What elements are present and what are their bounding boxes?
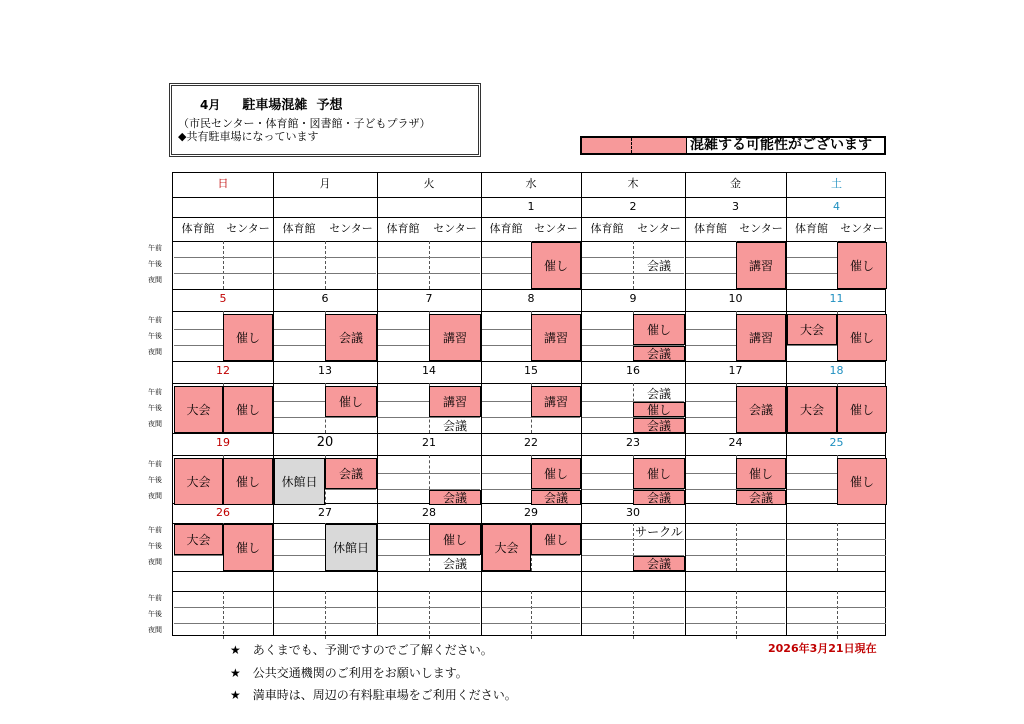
- slot-label: 夜間: [148, 626, 162, 634]
- slot-divider: [582, 623, 684, 624]
- event-block: 講習: [531, 314, 581, 361]
- legend-swatch: [582, 138, 687, 153]
- slot-divider: [686, 623, 785, 624]
- venue-gym-label: 体育館: [282, 222, 316, 235]
- day-number: 12: [216, 364, 230, 377]
- event-block: 大会: [174, 386, 223, 433]
- slot-divider: [378, 473, 480, 474]
- venue-center-label: センター: [329, 222, 373, 235]
- column-divider: [581, 173, 582, 635]
- slot-divider: [686, 607, 785, 608]
- day-number: 24: [728, 436, 743, 449]
- event-block: 催し: [837, 242, 887, 289]
- venue-gym-label: 体育館: [590, 222, 624, 235]
- venue-center-label: センター: [739, 222, 783, 235]
- event-block: 催し: [633, 314, 685, 345]
- closed-day-block: 休館日: [325, 524, 377, 571]
- day-number: 14: [422, 364, 436, 377]
- event-block: 講習: [429, 314, 481, 361]
- venue-center-label: センター: [433, 222, 477, 235]
- slot-divider: [274, 623, 376, 624]
- title-main: 駐車場混雑: [242, 98, 308, 113]
- day-number: 22: [524, 436, 538, 449]
- venue-separator: [325, 241, 326, 289]
- slot-divider: [787, 539, 886, 540]
- slot-label: 午後: [148, 260, 162, 268]
- day-number: [685, 503, 786, 523]
- event-block: 講習: [531, 386, 581, 417]
- event-block: 大会: [174, 458, 223, 505]
- slot-label: 午後: [148, 332, 162, 340]
- day-number: 26: [216, 506, 230, 519]
- day-number: 20: [316, 435, 334, 450]
- slot-label: 夜間: [148, 558, 162, 566]
- slot-divider: [686, 539, 785, 540]
- venue-gym-label: 体育館: [694, 222, 727, 235]
- day-number: 25: [829, 436, 844, 449]
- event-block: 会議: [646, 259, 671, 273]
- day-number: [786, 503, 887, 523]
- day-number: [786, 571, 887, 591]
- day-number: 23: [626, 436, 640, 449]
- event-block: 会議: [633, 490, 685, 505]
- event-block: サークル: [635, 525, 683, 539]
- slot-divider: [274, 607, 376, 608]
- event-block: 大会: [787, 314, 837, 345]
- as-of-date: 2026年3月21日現在: [768, 642, 877, 655]
- weekday-header: 月: [319, 177, 331, 190]
- venue-separator: [633, 591, 634, 639]
- weekday-header: 木: [627, 177, 639, 190]
- slot-divider: [378, 273, 480, 274]
- venue-gym-label: 体育館: [386, 222, 420, 235]
- day-number: 5: [219, 292, 227, 305]
- day-number: 7: [425, 292, 433, 305]
- day-number: 21: [422, 436, 436, 449]
- event-block: 大会: [482, 524, 531, 571]
- day-number: 11: [829, 292, 844, 305]
- slot-label: 午後: [148, 610, 162, 618]
- slot-divider: [787, 623, 886, 624]
- column-divider: [273, 173, 274, 635]
- venue-separator: [736, 591, 737, 639]
- event-block: 会議: [442, 557, 467, 571]
- day-number: 15: [524, 364, 538, 377]
- day-number: 4: [833, 200, 840, 213]
- legend: [580, 136, 886, 155]
- weekday-header: 火: [423, 177, 435, 190]
- slot-divider: [274, 257, 376, 258]
- day-number: 29: [524, 506, 538, 519]
- day-number: [685, 571, 786, 591]
- slot-label: 午後: [148, 404, 162, 412]
- venue-separator: [736, 523, 737, 571]
- event-block: 催し: [837, 458, 887, 505]
- event-block: 催し: [633, 402, 685, 417]
- event-block: 会議: [646, 387, 671, 401]
- slot-label: 午前: [148, 526, 162, 534]
- event-block: 催し: [837, 314, 887, 361]
- calendar-grid: [172, 172, 886, 636]
- slot-divider: [482, 417, 580, 418]
- slot-divider: [482, 623, 580, 624]
- event-block: 会議: [633, 556, 685, 571]
- event-block: 催し: [531, 242, 581, 289]
- venue-separator: [223, 591, 224, 639]
- column-divider: [377, 173, 378, 635]
- title-month: 4月: [200, 98, 221, 112]
- event-block: 催し: [633, 458, 685, 489]
- slot-divider: [787, 555, 886, 556]
- weekday-header: 水: [525, 177, 537, 190]
- slot-divider: [582, 607, 684, 608]
- event-block: 会議: [442, 419, 467, 433]
- day-number: 16: [626, 364, 640, 377]
- subtitle-facilities: （市民センター・体育館・図書館・子どもプラザ）: [178, 117, 431, 130]
- event-block: 講習: [736, 314, 786, 361]
- day-number: 18: [829, 364, 844, 377]
- slot-divider: [174, 607, 272, 608]
- day-number: 13: [318, 364, 332, 377]
- venue-separator: [429, 591, 430, 639]
- page-title: [200, 94, 472, 113]
- slot-divider: [174, 623, 272, 624]
- note-3: ★ 満車時は、周辺の有料駐車場をご利用ください。: [230, 688, 517, 702]
- slot-label: 夜間: [148, 348, 162, 356]
- day-number: 10: [728, 292, 743, 305]
- event-block: 催し: [531, 524, 581, 555]
- event-block: 催し: [223, 386, 273, 433]
- day-number: 8: [527, 292, 535, 305]
- event-block: 催し: [837, 386, 887, 433]
- venue-separator: [325, 591, 326, 639]
- day-number: [377, 571, 481, 591]
- day-number: [273, 571, 377, 591]
- day-number: 17: [728, 364, 743, 377]
- daynum-divider: [173, 383, 885, 384]
- slot-label: 午前: [148, 460, 162, 468]
- day-number: 27: [318, 506, 332, 519]
- day-number: [377, 197, 481, 217]
- legend-text: 混雑する可能性がございます: [690, 137, 872, 153]
- title-box: [169, 83, 481, 157]
- slot-divider: [378, 257, 480, 258]
- event-block: 会議: [429, 490, 481, 505]
- event-block: 会議: [736, 490, 786, 505]
- venue-separator: [531, 591, 532, 639]
- closed-day-block: 休館日: [274, 458, 325, 505]
- event-block: 会議: [736, 386, 786, 433]
- day-number: 28: [422, 506, 436, 519]
- venue-gym-label: 体育館: [181, 222, 215, 235]
- slot-divider: [274, 273, 376, 274]
- event-block: 講習: [429, 386, 481, 417]
- event-block: 大会: [787, 386, 837, 433]
- slot-label: 午前: [148, 316, 162, 324]
- slot-label: 夜間: [148, 492, 162, 500]
- slot-divider: [274, 417, 376, 418]
- daynum-divider: [173, 311, 885, 312]
- slot-label: 夜間: [148, 420, 162, 428]
- day-number: 1: [527, 200, 535, 213]
- day-number: [173, 571, 273, 591]
- venue-center-label: センター: [534, 222, 578, 235]
- day-number: [581, 571, 685, 591]
- slot-label: 午前: [148, 388, 162, 396]
- weekday-header: 土: [831, 177, 842, 190]
- slot-label: 夜間: [148, 276, 162, 284]
- event-block: 会議: [325, 314, 377, 361]
- day-number: 6: [321, 292, 329, 305]
- slot-divider: [378, 623, 480, 624]
- day-number: 19: [216, 436, 230, 449]
- day-number: 2: [629, 200, 637, 213]
- venue-separator: [837, 523, 838, 571]
- note-1: ★ あくまでも、予測ですのでご了解ください。: [230, 643, 493, 657]
- event-block: 会議: [325, 458, 377, 489]
- event-block: 催し: [223, 458, 273, 505]
- venue-separator: [223, 241, 224, 289]
- event-block: 催し: [531, 458, 581, 489]
- day-number: 30: [626, 506, 640, 519]
- venue-gym-label: 体育館: [489, 222, 523, 235]
- slot-divider: [787, 607, 886, 608]
- slot-label: 午前: [148, 244, 162, 252]
- event-block: 会議: [633, 346, 685, 361]
- event-block: 会議: [531, 490, 581, 505]
- event-block: 催し: [325, 386, 377, 417]
- daynum-divider: [173, 455, 885, 456]
- event-block: 講習: [736, 242, 786, 289]
- venue-separator: [837, 591, 838, 639]
- venue-center-label: センター: [840, 222, 884, 235]
- note-2: ★ 公共交通機関のご利用をお願いします。: [230, 666, 468, 680]
- daynum-divider: [173, 591, 885, 592]
- event-block: 会議: [633, 418, 685, 433]
- title-sub-main: 予想: [316, 98, 343, 113]
- slot-divider: [378, 607, 480, 608]
- event-block: 催し: [223, 314, 273, 361]
- venue-center-label: センター: [637, 222, 681, 235]
- slot-divider: [686, 555, 785, 556]
- event-block: 催し: [223, 524, 273, 571]
- slot-divider: [174, 257, 272, 258]
- day-number: 3: [732, 200, 739, 213]
- day-number: [173, 197, 273, 217]
- venue-center-label: センター: [226, 222, 270, 235]
- slot-label: 午後: [148, 476, 162, 484]
- event-block: 大会: [174, 524, 223, 555]
- day-number: [273, 197, 377, 217]
- weekday-header: 日: [217, 177, 229, 190]
- slot-divider: [482, 607, 580, 608]
- column-divider: [685, 173, 686, 635]
- slot-label: 午前: [148, 594, 162, 602]
- day-number: [481, 571, 581, 591]
- venue-gym-label: 体育館: [795, 222, 828, 235]
- venue-separator: [429, 241, 430, 289]
- subtitle-shared: ◆共有駐車場になっています: [178, 130, 319, 143]
- slot-divider: [174, 273, 272, 274]
- event-block: 催し: [429, 524, 481, 555]
- day-number: 9: [629, 292, 637, 305]
- slot-label: 午後: [148, 542, 162, 550]
- weekday-header: 金: [730, 177, 741, 190]
- event-block: 催し: [736, 458, 786, 489]
